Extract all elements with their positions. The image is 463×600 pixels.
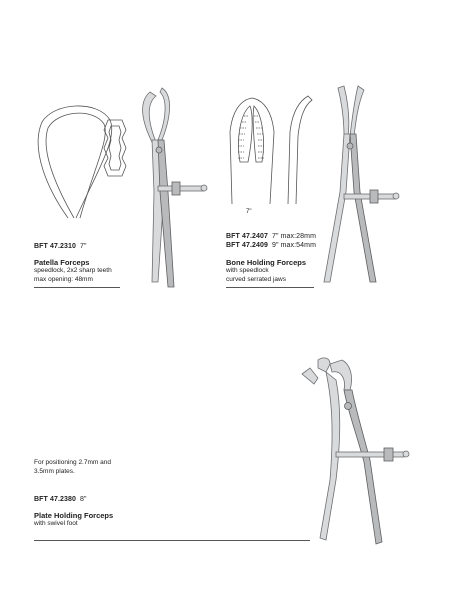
patella-forceps-image	[128, 82, 208, 297]
patella-product-description	[34, 267, 112, 284]
plate-size-text: 8"	[79, 496, 87, 503]
bone-code-2-text: BFT 47.2409	[226, 242, 268, 249]
bone-product-code-1	[226, 233, 316, 240]
plate-desc-line-1: with swivel foot	[34, 520, 78, 527]
bone-spec-2-text: 9" max:54mm	[271, 242, 317, 249]
bone-code-1-text: BFT 47.2407	[226, 233, 268, 240]
patella-product-code	[34, 243, 87, 250]
bone-product-name: Bone Holding Forceps	[226, 258, 307, 267]
plate-divider	[34, 540, 310, 541]
bone-jaw-side-drawing	[284, 92, 314, 207]
patella-size-text: 7"	[79, 243, 87, 250]
plate-note-line-2: 3.5mm plates.	[34, 467, 75, 475]
bone-holding-forceps-image	[318, 82, 398, 292]
patella-divider	[34, 287, 120, 288]
plate-product-name: Plate Holding Forceps	[34, 511, 114, 520]
patella-product-name: Patella Forceps	[34, 258, 90, 267]
bone-spec-1-text: 7" max:28mm	[271, 233, 317, 240]
patella-desc-line-1: speedlock, 2x2 sharp teeth	[34, 267, 112, 274]
plate-code-text: BFT 47.2380	[34, 496, 76, 503]
plate-note-line-1: For positioning 2.7mm and	[34, 459, 111, 466]
bone-jaw-front-drawing	[226, 92, 281, 207]
bone-divider	[226, 287, 314, 288]
bone-desc-line-2: curved serrated jaws	[226, 275, 286, 283]
bone-product-code-2	[226, 242, 316, 249]
plate-product-code	[34, 496, 87, 503]
bone-desc-line-1: with speedlock	[226, 267, 269, 274]
plate-holding-forceps-image	[296, 350, 416, 550]
plate-product-description	[34, 520, 78, 529]
bone-drawing-size-label: 7"	[246, 209, 252, 215]
patella-code-text: BFT 47.2310	[34, 243, 76, 250]
bone-product-description	[226, 267, 286, 284]
patella-tip-detail-drawing	[100, 118, 130, 178]
plate-usage-note	[34, 459, 111, 476]
patella-desc-line-2: max opening: 48mm	[34, 275, 93, 283]
